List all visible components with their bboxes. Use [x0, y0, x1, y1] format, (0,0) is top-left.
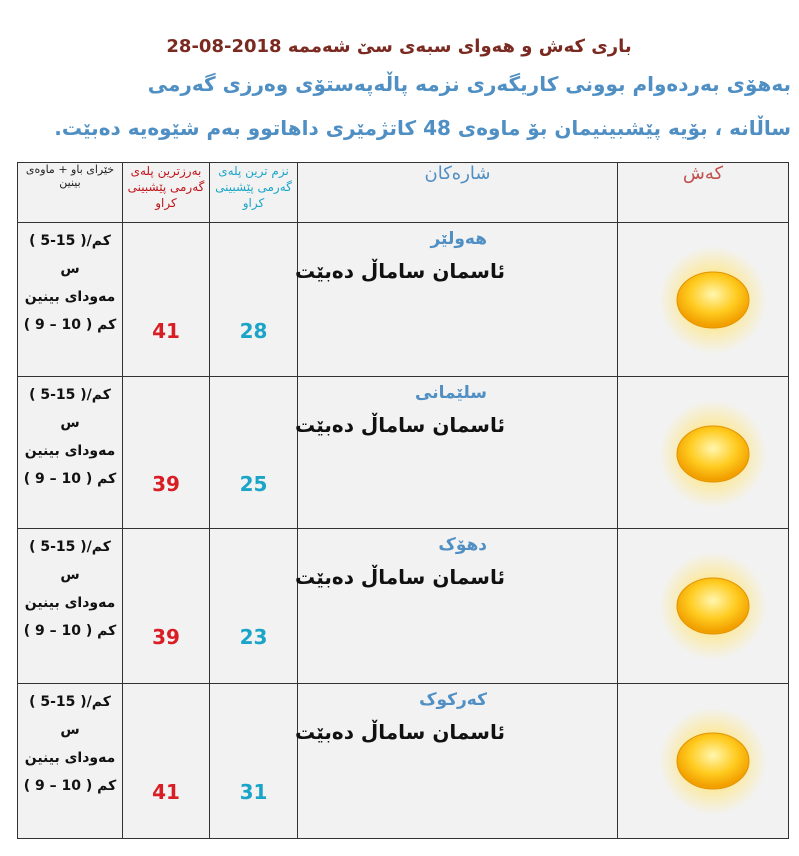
min-temp: 31 [239, 780, 268, 804]
visibility-label: مەودای بینین [24, 289, 116, 305]
weather-icon-cell [618, 684, 789, 839]
wind-speed: ( 5-15 )کم/س [29, 539, 111, 583]
city-name: کەرکوک [419, 690, 487, 710]
table-header-row [18, 163, 789, 223]
min-temp-cell [210, 684, 298, 839]
max-temp-cell [123, 223, 210, 377]
page-title [100, 36, 690, 57]
wind-cell [18, 684, 123, 839]
visibility-range: ( 9 – 10 ) کم [23, 317, 117, 333]
wind-cell [18, 223, 123, 377]
min-temp-cell [210, 529, 298, 684]
title-text: باری کەش و هەوای سبەی سێ شەممە [287, 36, 632, 57]
max-temp-cell [123, 684, 210, 839]
visibility-label: مەودای بینین [24, 750, 116, 766]
max-temp: 41 [152, 780, 180, 804]
visibility-label: مەودای بینین [24, 443, 116, 459]
max-temp-cell [123, 377, 210, 529]
city-cell [295, 377, 618, 529]
sun-icon [658, 399, 768, 509]
weather-condition: ئاسمان ساماڵ دەبێت [295, 413, 505, 437]
max-temp: 39 [152, 471, 180, 496]
table-row [18, 223, 789, 377]
header-wind: خێرای باو + ماوەی بینین [18, 163, 123, 223]
header-city: شارەکان [298, 163, 618, 223]
city-cell [295, 529, 618, 684]
header-min-temp: نزم ترین پلەی گەرمی پێشبینی کراو [210, 163, 298, 223]
wind-cell [18, 529, 123, 684]
city-name: سلێمانی [415, 383, 487, 403]
city-cell [295, 684, 618, 839]
title-date: 2018-08-28 [166, 36, 282, 57]
visibility-label: مەودای بینین [24, 595, 116, 611]
table-row [18, 684, 789, 839]
sun-icon [658, 706, 768, 816]
wind-speed: ( 5-15 )کم/س [29, 387, 111, 431]
sun-icon [658, 551, 768, 661]
city-cell [295, 223, 618, 377]
min-temp: 23 [239, 625, 268, 649]
weather-condition: ئاسمان ساماڵ دەبێت [295, 720, 505, 744]
city-name: دهۆک [438, 535, 487, 555]
weather-icon-cell [618, 377, 789, 529]
max-temp-cell [123, 529, 210, 684]
weather-icon-cell [618, 529, 789, 684]
weather-condition: ئاسمان ساماڵ دەبێت [295, 565, 505, 589]
visibility-range: ( 9 – 10 ) کم [23, 471, 117, 487]
forecast-intro-line-2: ساڵانە ، بۆیە پێشبینیمان بۆ ماوەی 48 کاتژمێری داهاتوو بەم شێوەیە دەبێت. [54, 116, 791, 140]
weather-icon-cell [618, 223, 789, 377]
max-temp: 41 [152, 318, 180, 343]
wind-speed: ( 5-15 )کم/س [29, 694, 111, 738]
min-temp-cell [210, 223, 298, 377]
wind-speed: ( 5-15 )کم/س [29, 233, 111, 277]
visibility-range: ( 9 – 10 ) کم [23, 623, 117, 639]
forecast-table [17, 162, 789, 839]
weather-condition: ئاسمان ساماڵ دەبێت [295, 259, 505, 283]
wind-cell [18, 377, 123, 529]
sun-icon [658, 245, 768, 355]
city-name: هەولێر [430, 229, 487, 249]
table-row [18, 529, 789, 684]
max-temp: 39 [152, 625, 180, 649]
header-weather: کەش [618, 163, 789, 223]
forecast-intro-line-1: بەهۆی بەردەوام بوونی کاریگەری نزمە پاڵەپەستۆی وەرزی گەرمی [147, 72, 791, 96]
table-row [18, 377, 789, 529]
min-temp: 28 [239, 318, 268, 343]
min-temp: 25 [239, 471, 268, 496]
min-temp-cell [210, 377, 298, 529]
header-max-temp: بەرزترین پلەی گەرمی پێشبینی کراو [123, 163, 210, 223]
visibility-range: ( 9 – 10 ) کم [23, 778, 117, 794]
